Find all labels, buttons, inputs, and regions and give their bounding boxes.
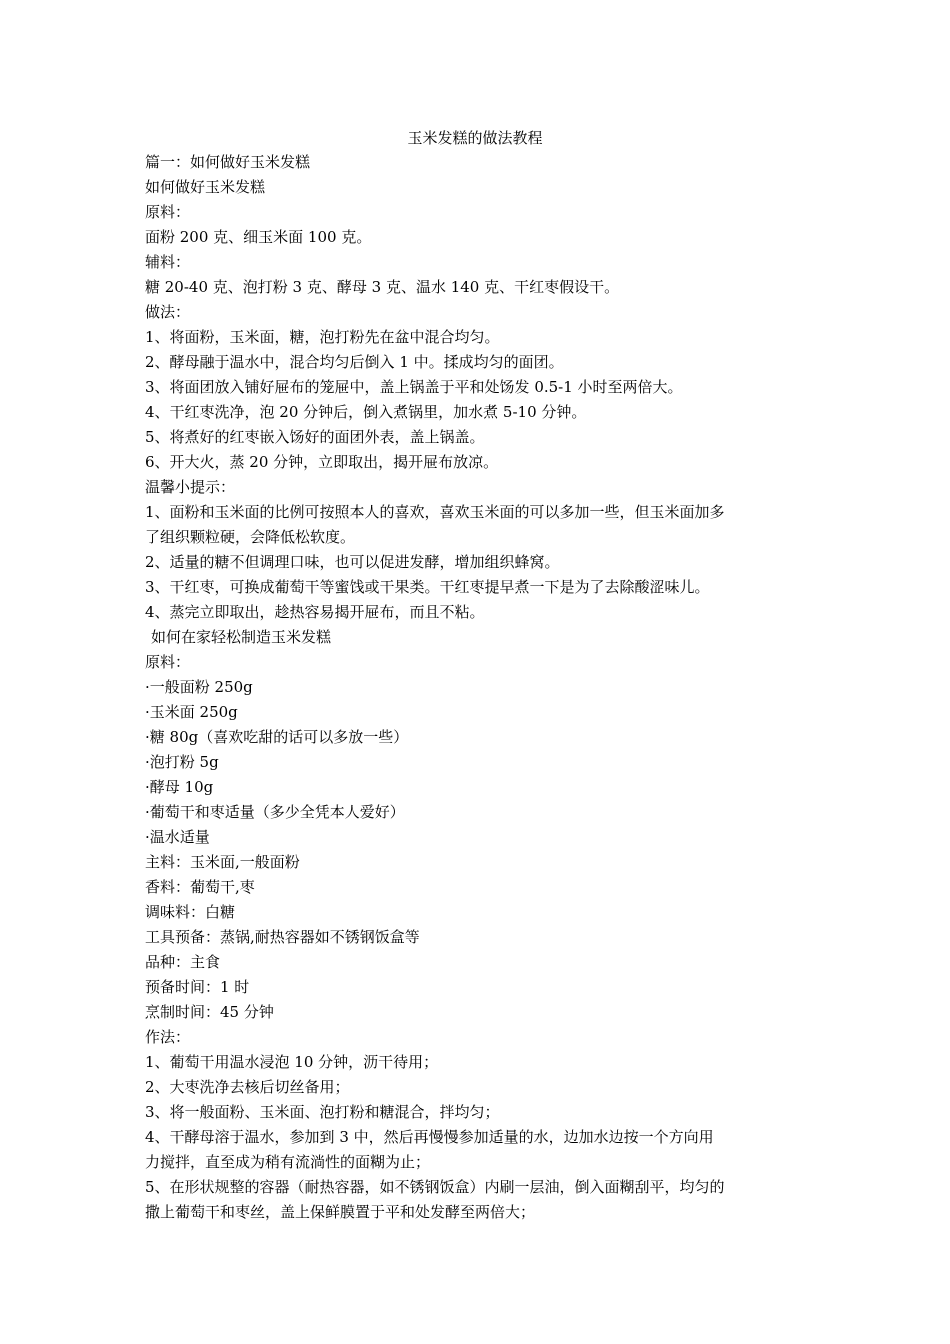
method-step: 5、在形状规整的容器（耐热容器，如不锈钢饭盒）内刷一层油，倒入面糊刮平，均匀的 <box>145 1178 725 1196</box>
info-line: 香料：葡萄干,枣 <box>145 878 255 896</box>
ingredients-heading: 原料： <box>145 653 191 671</box>
document-title: 玉米发糕的做法教程 <box>407 129 543 147</box>
auxiliary-line: 糖 20-40 克、泡打粉 3 克、酵母 3 克、温水 140 克、干红枣假设干。 <box>145 278 620 296</box>
info-line: 调味料：白糖 <box>145 903 236 921</box>
method-heading: 作法： <box>145 1028 191 1046</box>
ingredient-item: ·一般面粉 250g <box>145 678 253 696</box>
method-step: 5、将煮好的红枣嵌入饧好的面团外表，盖上锅盖。 <box>145 428 485 446</box>
ingredient-item: ·葡萄干和枣适量（多少全凭本人爱好） <box>145 803 405 821</box>
method-step: 2、大枣洗净去核后切丝备用； <box>145 1078 350 1096</box>
method-step: 1、葡萄干用温水浸泡 10 分钟，沥干待用； <box>145 1053 439 1071</box>
section-heading: 篇一：如何做好玉米发糕 <box>145 153 311 171</box>
method-step: 4、干红枣洗净，泡 20 分钟后，倒入煮锅里，加水煮 5-10 分钟。 <box>145 403 587 421</box>
info-line: 烹制时间：45 分钟 <box>145 1003 274 1021</box>
method-step: 2、酵母融于温水中，混合均匀后倒入 1 中。揉成均匀的面团。 <box>145 353 564 371</box>
tip-line: 4、蒸完立即取出，趁热容易揭开屉布，而且不粘。 <box>145 603 485 621</box>
ingredients-line: 面粉 200 克、细玉米面 100 克。 <box>145 228 372 246</box>
tips-heading: 温馨小提示： <box>145 478 236 496</box>
info-line: 品种：主食 <box>145 953 221 971</box>
ingredient-item: ·温水适量 <box>145 828 210 846</box>
ingredient-item: ·玉米面 250g <box>145 703 238 721</box>
method-step: 4、干酵母溶于温水，参加到 3 中，然后再慢慢参加适量的水，边加水边按一个方向用 <box>145 1128 714 1146</box>
method-step: 力搅拌，直至成为稍有流淌性的面糊为止； <box>145 1153 431 1171</box>
ingredient-item: ·酵母 10g <box>145 778 214 796</box>
recipe-title: 如何在家轻松制造玉米发糕 <box>151 628 332 646</box>
ingredient-item: ·泡打粉 5g <box>145 753 219 771</box>
method-step: 6、开大火，蒸 20 分钟，立即取出，揭开屉布放凉。 <box>145 453 499 471</box>
tip-line: 1、面粉和玉米面的比例可按照本人的喜欢，喜欢玉米面的可以多加一些，但玉米面加多 <box>145 503 725 521</box>
method-step: 1、将面粉，玉米面，糖，泡打粉先在盆中混合均匀。 <box>145 328 500 346</box>
info-line: 预备时间：1 时 <box>145 978 250 996</box>
info-line: 工具预备：蒸锅,耐热容器如不锈钢饭盒等 <box>145 928 420 946</box>
info-line: 主料：玉米面,一般面粉 <box>145 853 300 871</box>
tip-line: 2、适量的糖不但调理口味，也可以促进发酵，增加组织蜂窝。 <box>145 553 560 571</box>
tip-line: 3、干红枣，可换成葡萄干等蜜饯或干果类。干红枣提早煮一下是为了去除酸涩味儿。 <box>145 578 710 596</box>
tip-line: 了组织颗粒硬，会降低松软度。 <box>145 528 356 546</box>
ingredient-item: ·糖 80g（喜欢吃甜的话可以多放一些） <box>145 728 409 746</box>
method-heading: 做法： <box>145 303 191 321</box>
method-step: 撒上葡萄干和枣丝，盖上保鲜膜置于平和处发酵至两倍大； <box>145 1203 536 1221</box>
method-step: 3、将一般面粉、玉米面、泡打粉和糖混合，拌均匀； <box>145 1103 500 1121</box>
recipe-title: 如何做好玉米发糕 <box>145 178 266 196</box>
auxiliary-heading: 辅料： <box>145 253 191 271</box>
ingredients-heading: 原料： <box>145 203 191 221</box>
document-body <box>145 150 815 1225</box>
method-step: 3、将面团放入铺好屉布的笼屉中，盖上锅盖于平和处饧发 0.5-1 小时至两倍大。 <box>145 378 683 396</box>
